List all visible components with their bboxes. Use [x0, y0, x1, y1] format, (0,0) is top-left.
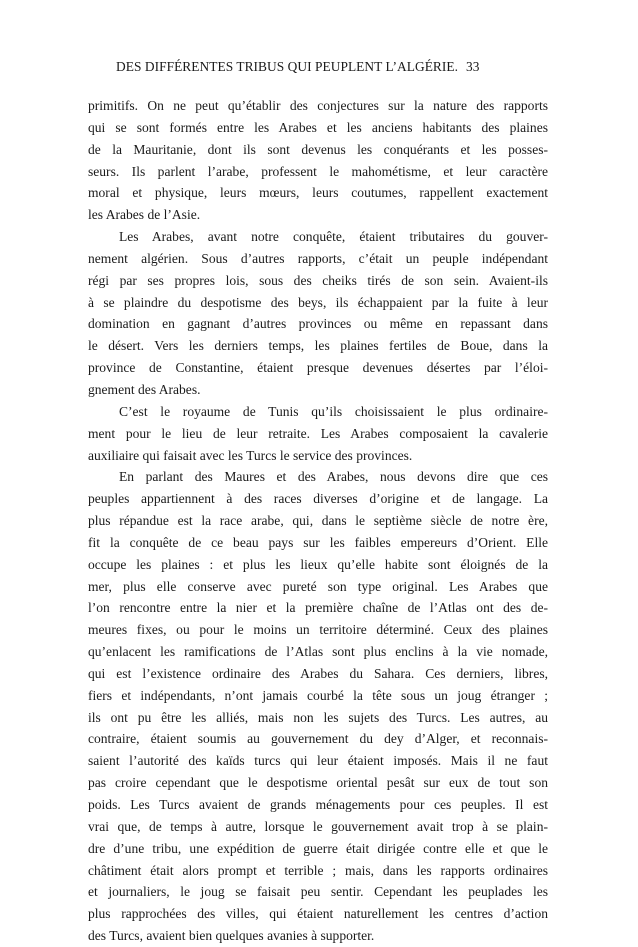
text-line: ils ont pu être les alliés, mais non les sujets des Turcs. Les autres, au	[88, 709, 548, 725]
text-line: moral et physique, leurs mœurs, leurs coutumes, rappellent exactement	[88, 185, 548, 201]
text-line: poids. Les Turcs avaient de grands ménagements pour ces peuples. Il est	[88, 797, 548, 812]
text-line: à se plaindre du despotisme des beys, ils échappaient par la fuite à leur	[88, 294, 548, 310]
text-line: meures fixes, ou pour le moins un territoire déterminé. Ceux des plaines	[88, 622, 548, 638]
text-line: des Turcs, avaient bien quelques avanies à supporter.	[88, 928, 375, 944]
text-line: contraire, étaient soumis au gouvernement du dey d’Alger, et reconnais-	[88, 731, 548, 747]
text-line: régi par ses propres lois, sous des cheiks tirés de son sein. Avaient-ils	[88, 272, 548, 288]
text-line: châtiment était alors prompt et terrible ; mais, dans les rapports ordinaires	[88, 862, 548, 878]
text-line: mer, plus elle conserve avec pureté son type original. Les Arabes que	[88, 578, 548, 594]
text-line: province de Constantine, étaient presque devenues désertes par l’éloi-	[88, 360, 548, 376]
text-line: En parlant des Maures et des Arabes, nous devons dire que ces	[119, 469, 548, 485]
text-line: peuples appartiennent à des races diverses d’origine et de langage. La	[88, 491, 548, 507]
text-line: domination en gagnant d’autres provinces ou même en repassant dans	[88, 316, 548, 332]
text-line: seurs. Ils parlent l’arabe, professent le mahométisme, et leur caractère	[88, 163, 548, 179]
text-line: qui se sont formés entre les Arabes et les anciens habitants des plaines	[88, 119, 548, 135]
text-line: pas croire cependant que le despotisme oriental pesât sur eux de tout son	[88, 775, 548, 791]
running-title: DES DIFFÉRENTES TRIBUS QUI PEUPLENT L’ALGÉRIE.	[116, 59, 459, 74]
text-line: les Arabes de l’Asie.	[88, 207, 201, 223]
page-number: 33	[466, 59, 480, 74]
text-line: saient l’autorité des kaïds turcs qui leur étaient imposés. Mais il ne faut	[88, 753, 548, 769]
text-line: plus rapprochées des villes, qui étaient naturellement les centres d’action	[88, 906, 548, 922]
text-line: plus répandue est la race arabe, qui, dans le septième siècle de notre ère,	[88, 513, 548, 529]
text-line: primitifs. On ne peut qu’établir des conjectures sur la nature des rapports	[88, 98, 548, 113]
body-text	[88, 95, 548, 947]
text-line: fit la conquête de ce beau pays sur les faibles empereurs d’Orient. Elle	[88, 534, 548, 550]
text-line: qu’enlacent les ramifications de l’Atlas sont plus enclins à la vie nomade,	[88, 644, 548, 660]
text-line: l’on rencontre entre la nier et la première chaîne de l’Atlas ont des de-	[88, 600, 548, 616]
text-line: qui est l’existence ordinaire des Arabes du Sahara. Ces derniers, libres,	[88, 665, 548, 681]
text-line: nement algérien. Sous d’autres rapports, c’était un peuple indépendant	[88, 250, 548, 266]
text-line: vrai que, de temps à autre, lorsque le gouvernement avait trop à se plain-	[88, 818, 548, 834]
text-line: de la Mauritanie, dont ils sont devenus les conquérants et les posses-	[88, 141, 548, 157]
text-line: occupe les plaines : et plus les lieux qu’elle habite sont éloignés de la	[88, 556, 548, 572]
text-line: dre d’une tribu, une expédition de guerre était dirigée contre elle et que le	[88, 840, 548, 856]
text-line: C’est le royaume de Tunis qu’ils choisissaient le plus ordinaire-	[119, 403, 548, 419]
text-line: Les Arabes, avant notre conquête, étaient tributaires du gouver-	[119, 229, 548, 245]
text-line: ment pour le lieu de leur retraite. Les Arabes composaient la cavalerie	[88, 425, 548, 441]
text-line: fiers et indépendants, n’ont jamais courbé la tête sous un joug étranger ;	[88, 687, 548, 703]
text-line: gnement des Arabes.	[88, 381, 201, 397]
text-line: et journaliers, le joug se faisait peu sentir. Cependant les peuplades les	[88, 884, 548, 900]
text-line: auxiliaire qui faisait avec les Turcs le service des provinces.	[88, 447, 413, 463]
running-head	[116, 58, 548, 76]
text-line: le désert. Vers les derniers temps, les plaines fertiles de Boue, dans la	[88, 338, 548, 354]
